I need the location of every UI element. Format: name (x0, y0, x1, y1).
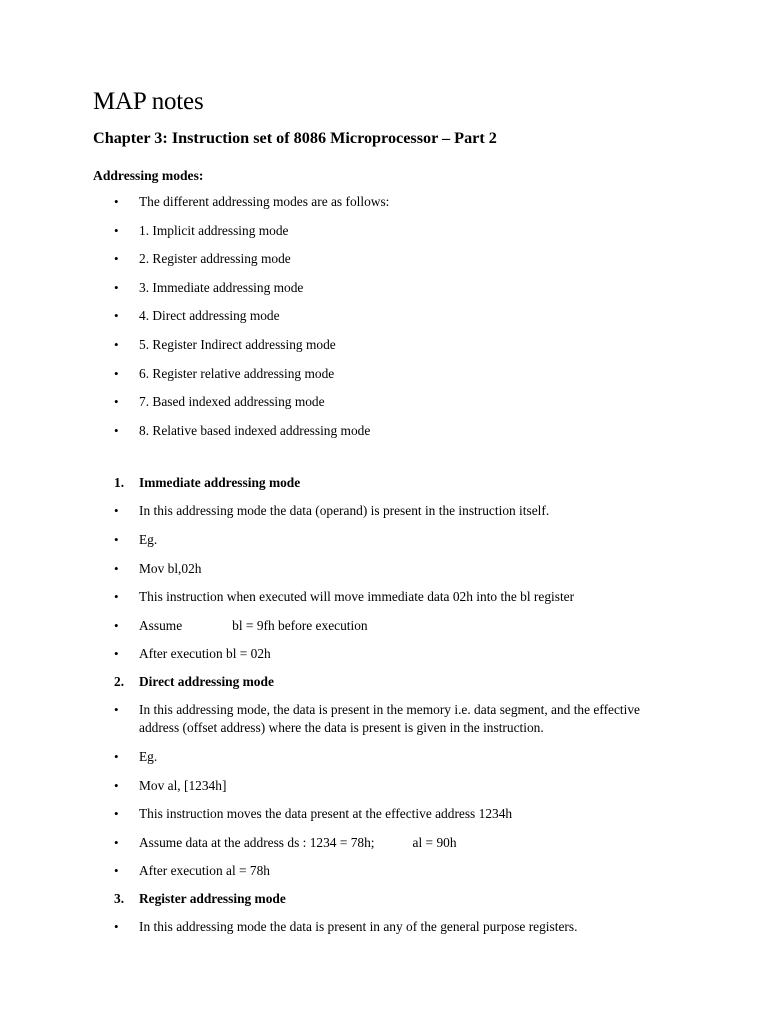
list-item: • In this addressing mode the data (operand) is present in the instruction itself. (93, 502, 768, 520)
section-heading-register (93, 890, 768, 908)
section-number: 3. (114, 891, 125, 907)
list-item: • Eg. (93, 531, 768, 549)
list-item: • 8. Relative based indexed addressing mode (93, 422, 768, 440)
assume-label: Assume (139, 617, 183, 633)
register-mode-bullets (93, 918, 768, 936)
list-item: • The different addressing modes are as follows: (93, 193, 768, 211)
list-item: • 7. Based indexed addressing mode (93, 393, 768, 411)
chapter-heading: Chapter 3: Instruction set of 8086 Microprocessor – Part 2 (93, 129, 497, 147)
assume-data: Assume data at the address ds : 1234 = 78h; (139, 834, 375, 850)
list-item: • In this addressing mode the data is present in any of the general purpose registers. (93, 918, 768, 936)
section-number: 2. (114, 674, 125, 690)
list-item: • Eg. (93, 748, 768, 766)
document-title: MAP notes (93, 88, 204, 115)
list-item: • This instruction when executed will move immediate data 02h into the bl register (93, 588, 768, 606)
list-item: • 5. Register Indirect addressing mode (93, 336, 768, 354)
list-item: • After execution bl = 02h (93, 645, 768, 663)
section-title: Direct addressing mode (139, 674, 274, 690)
section-number: 1. (114, 474, 125, 490)
list-item: • Mov al, [1234h] (93, 777, 768, 795)
immediate-mode-bullets (93, 502, 768, 663)
section-title: Register addressing mode (139, 891, 286, 907)
list-item: • After execution al = 78h (93, 862, 768, 880)
addressing-mode-list (93, 193, 768, 440)
list-item: • 4. Direct addressing mode (93, 307, 768, 325)
list-item: • Mov bl,02h (93, 560, 768, 578)
assume-value: bl = 9fh before execution (232, 617, 368, 633)
list-item: • 2. Register addressing mode (93, 250, 768, 268)
list-item (93, 617, 768, 635)
list-item: • In this addressing mode, the data is present in the memory i.e. data segment, and the effective address (offset address) where the data is present is given in the instruction. (93, 701, 768, 737)
addressing-modes-heading: Addressing modes: (93, 168, 204, 183)
list-item: • 1. Implicit addressing mode (93, 222, 768, 240)
direct-mode-bullets (93, 701, 768, 880)
section-title: Immediate addressing mode (139, 474, 301, 490)
section-heading-immediate (93, 474, 768, 492)
section-heading-direct (93, 673, 768, 691)
list-item (93, 834, 768, 852)
list-item: • This instruction moves the data present at the effective address 1234h (93, 805, 768, 823)
list-item: • 3. Immediate addressing mode (93, 279, 768, 297)
list-item: • 6. Register relative addressing mode (93, 365, 768, 383)
assume-register: al = 90h (412, 834, 457, 850)
